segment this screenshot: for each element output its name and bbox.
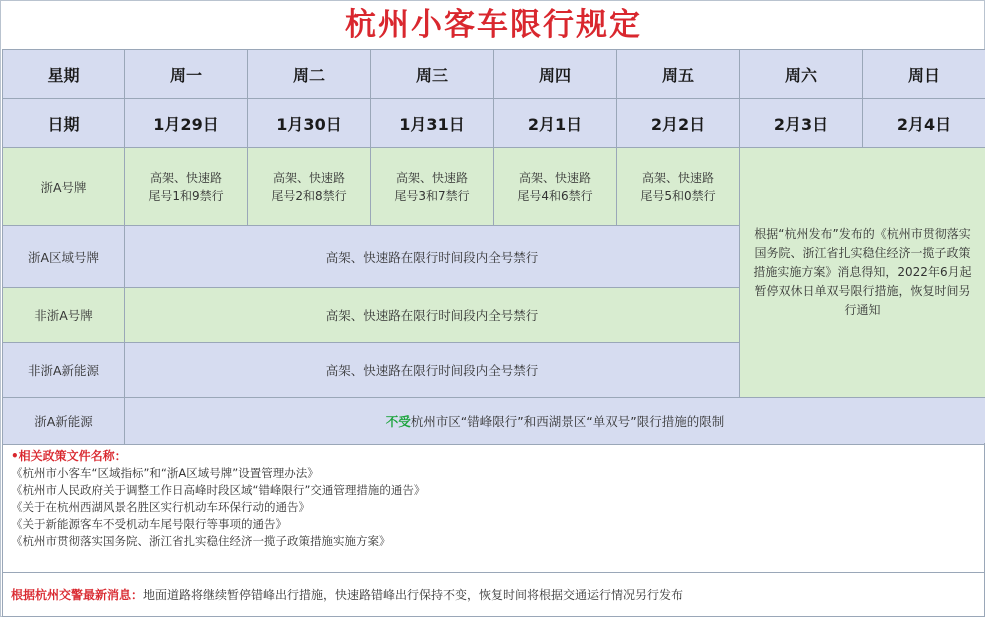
date-header: 1月31日 [371,99,494,148]
cell-line: 尾号2和8禁行 [271,188,347,203]
notes-heading: •相关政策文件名称： [11,449,127,463]
weekday-header-row [3,50,985,99]
footer-label: 根据杭州交警最新消息： [11,588,144,602]
table-cell: 高架、快速路在限行时间段内全号禁行 [125,288,740,343]
policy-notes [2,443,985,573]
day-header: 周五 [617,50,740,99]
highlight-text: 不受 [385,414,411,429]
day-header: 周日 [863,50,985,99]
date-header: 1月29日 [125,99,248,148]
table-cell [248,148,371,226]
cell-line: 尾号3和7禁行 [394,188,470,203]
table-cell [371,148,494,226]
week-label: 星期 [3,50,125,99]
date-header: 2月1日 [494,99,617,148]
row-label: 非浙A新能源 [3,343,125,398]
list-item: 《关于在杭州西湖风景名胜区实行机动车环保行动的通告》 [11,500,310,514]
cell-line: 高架、快速路 [149,170,222,185]
cell-line: 尾号1和9禁行 [148,188,224,203]
day-header: 周一 [125,50,248,99]
footer-notice [2,573,985,617]
list-item: 《杭州市小客车“区域指标”和“浙A区域号牌”设置管理办法》 [11,466,319,480]
table-cell: 高架、快速路在限行时间段内全号禁行 [125,226,740,288]
row-label: 浙A号牌 [3,148,125,226]
row-label: 浙A区域号牌 [3,226,125,288]
restriction-table [2,49,985,445]
row-label: 非浙A号牌 [3,288,125,343]
table-row [3,148,985,226]
list-item: 《杭州市贯彻落实国务院、浙江省扎实稳住经济一揽子政策措施实施方案》 [11,534,391,548]
cell-line: 高架、快速路 [272,170,345,185]
cell-line: 尾号4和6禁行 [517,188,593,203]
table-cell [125,398,985,445]
date-header-row [3,99,985,148]
day-header: 周三 [371,50,494,99]
date-header: 2月3日 [740,99,863,148]
date-label: 日期 [3,99,125,148]
cell-line: 高架、快速路 [395,170,468,185]
list-item: 《关于新能源客车不受机动车尾号限行等事项的通告》 [11,517,287,531]
table-cell [494,148,617,226]
footer-text: 地面道路将继续暂停错峰出行措施，快速路错峰出行保持不变，恢复时间将根据交通运行情况另行发布 [143,588,684,602]
date-header: 2月4日 [863,99,985,148]
cell-line: 高架、快速路 [518,170,591,185]
cell-line: 尾号5和0禁行 [640,188,716,203]
day-header: 周二 [248,50,371,99]
cell-text: 杭州市区“错峰限行”和西湖景区“单双号”限行措施的限制 [410,414,725,429]
list-item: 《杭州市人民政府关于调整工作日高峰时段区域“错峰限行”交通管理措施的通告》 [11,483,426,497]
day-header: 周四 [494,50,617,99]
date-header: 1月30日 [248,99,371,148]
date-header: 2月2日 [617,99,740,148]
cell-line: 高架、快速路 [641,170,714,185]
page-title: 杭州小客车限行规定 [345,7,642,43]
table-cell: 高架、快速路在限行时间段内全号禁行 [125,343,740,398]
table-cell [125,148,248,226]
row-label: 浙A新能源 [3,398,125,445]
table-row [3,398,985,445]
table-cell [617,148,740,226]
day-header: 周六 [740,50,863,99]
weekend-note: 根据“杭州发布”发布的《杭州市贯彻落实国务院、浙江省扎实稳住经济一揽子政策措施实施方案》消息得知，2022年6月起暂停双休日单双号限行措施，恢复时间另行通知 [740,148,985,398]
